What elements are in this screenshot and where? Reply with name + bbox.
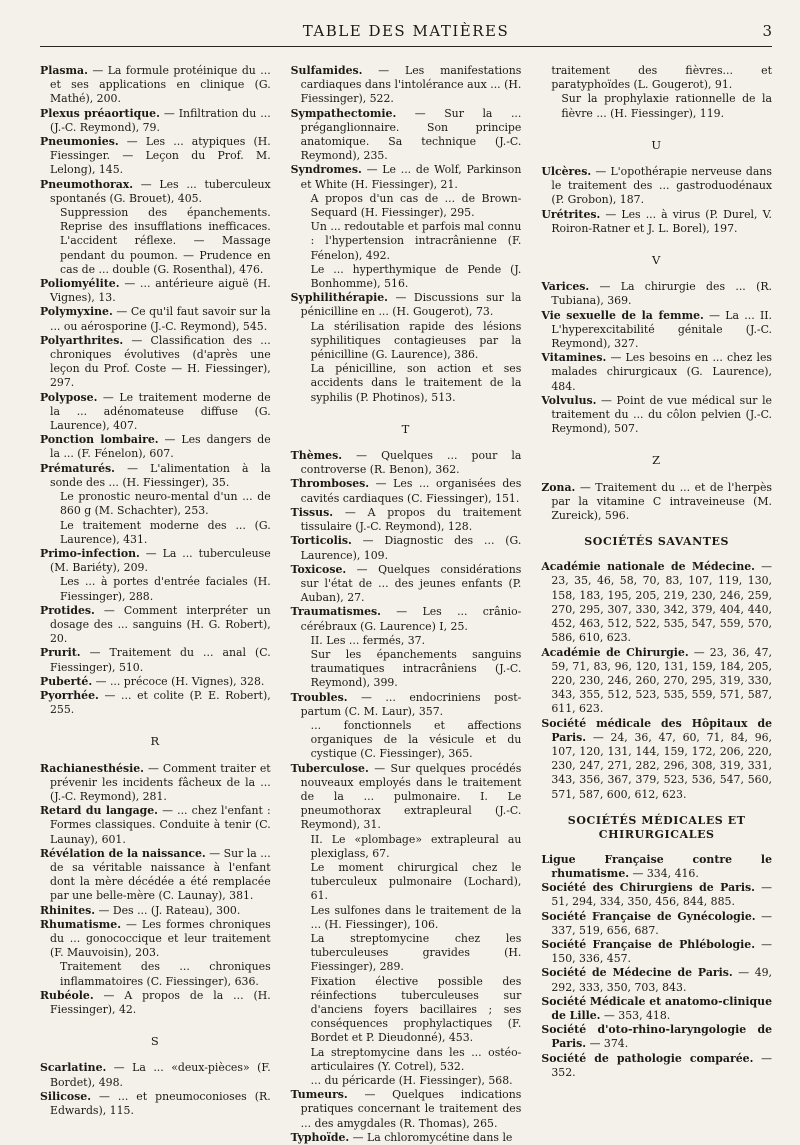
index-entry — [541, 481, 772, 524]
entry-heading: Prurit. — [40, 646, 81, 660]
index-entry — [40, 178, 271, 277]
index-entry — [541, 394, 772, 437]
entry-heading: Rachianesthésie. — [40, 761, 144, 775]
entry-text: — ... et colite (P. E. Robert), 255. — [50, 688, 271, 717]
section-heading: SOCIÉTÉS MÉDICALES ET CHIRURGICALES — [567, 813, 746, 841]
entry-text: — ... précoce (H. Vignes), 328. — [92, 674, 265, 688]
index-entry — [40, 989, 271, 1017]
index-entry — [291, 762, 522, 1089]
entry-text: — La ... tuberculeuse (M. Bariéty), 209. — [50, 546, 271, 575]
entry-heading: Rubéole. — [40, 988, 94, 1002]
entry-heading: Syndromes. — [290, 163, 362, 177]
column-middle — [290, 64, 522, 1144]
entry-heading: Sympathectomie. — [290, 106, 397, 120]
entry-text: — Sur la ... préganglionnaire. Son principe anatomique. Sa technique (J.-C. Reymond), 235. — [300, 106, 522, 163]
index-entry — [40, 305, 271, 333]
index-entry — [291, 534, 522, 562]
entry-heading: Puberté. — [40, 674, 93, 688]
entry-heading: Société médicale des Hôpitaux de Paris. — [541, 716, 773, 744]
index-columns — [40, 64, 773, 1144]
entry-text: — Traitement du ... anal (C. Fiessinger), 510. — [50, 646, 271, 674]
index-entry — [541, 1023, 772, 1051]
entry-subline: Le ... hyperthymique de Pende (J. Bonhomme), 516. — [310, 262, 522, 291]
entry-heading: Primo-infection. — [40, 546, 140, 560]
index-entry — [541, 995, 772, 1023]
index-entry — [40, 135, 271, 178]
entry-text: — Sur quelques procédés nouveaux employés dans le traitement de la ... pulmonaire. I. Le pneumothorax extrapleural (J.-C. Reymond), 31. — [300, 761, 522, 832]
entry-text: — Discussions sur la pénicilline en ... (H. Gougerot), 73. — [300, 291, 522, 319]
index-entry — [291, 64, 522, 107]
entry-heading: Société de Médecine de Paris. — [541, 966, 733, 980]
entry-text: — Diagnostic des ... (G. Laurence), 109. — [300, 534, 522, 562]
index-entry — [40, 64, 271, 107]
entry-heading: Vie sexuelle de la femme. — [541, 308, 704, 322]
index-entry — [541, 717, 772, 802]
entry-text: — La formule protéinique du ... et ses applications en clinique (G. Mathé), 200. — [50, 64, 271, 106]
index-entry — [40, 762, 271, 805]
entry-subline: Traitement des ... chroniques inflammatoires (C. Fiessinger), 636. — [60, 960, 271, 988]
index-entry — [291, 291, 522, 405]
entry-heading: Tissus. — [290, 505, 334, 519]
entry-text: — ... antérieure aiguë (H. Vignes), 13. — [50, 277, 271, 305]
index-entry — [541, 351, 772, 394]
entry-heading: Académie nationale de Médecine. — [541, 560, 755, 574]
letter-heading: S — [150, 1034, 160, 1049]
entry-text: — Les besoins en ... chez les malades chirurgicaux (G. Laurence), 484. — [551, 351, 773, 393]
entry-text: — A propos du traitement tissulaire (J.-C. Reymond), 128. — [300, 505, 522, 534]
entry-heading: Toxicose. — [290, 562, 347, 576]
entry-text: — La ... II. L'hyperexcitabilité génitale (J.-C. Reymond), 327. — [551, 308, 773, 351]
entry-heading: Urétrites. — [541, 207, 601, 221]
index-entry — [40, 847, 271, 904]
entry-text: — Quelques ... pour la controverse (R. Benon), 362. — [300, 449, 522, 477]
entry-text: — Les dangers de la ... (F. Fénelon), 607. — [50, 433, 271, 461]
index-entry — [291, 605, 522, 690]
entry-heading: Scarlatine. — [40, 1061, 107, 1075]
index-entry — [541, 938, 772, 966]
index-entry — [541, 560, 772, 645]
entry-text: — Les ... organisées des cavités cardiaques (C. Fiessinger), 151. — [300, 477, 522, 505]
index-entry — [40, 433, 271, 461]
letter-heading: R — [150, 734, 161, 749]
column-left — [40, 64, 271, 1118]
entry-heading: Thèmes. — [290, 449, 342, 463]
entry-heading: Ponction lombaire. — [40, 433, 159, 447]
entry-text: — Les formes chroniques du ... gonococcique et leur traitement (F. Mauvoisin), 203. — [50, 917, 271, 960]
entry-heading: Pneumonies. — [40, 135, 119, 149]
entry-text: — Sur la ... de sa véritable naissance à l'enfant dont la mère décédée a été remplacée par une belle-mère (C. Launay), 381. — [50, 846, 271, 903]
entry-heading: Syphilithérapie. — [290, 291, 388, 305]
entry-heading: Académie de Chirurgie. — [541, 645, 689, 659]
entry-text: — 23, 36, 47, 59, 71, 83, 96, 120, 131, 159, 184, 205, 220, 230, 246, 260, 270, 295, 319, 330, 343, 355, 512, 523, 535, 559, 571, 587, 611, 623. — [551, 645, 773, 716]
entry-text: — La chirurgie des ... (R. Tubiana), 369. — [551, 280, 773, 308]
entry-text: — La chloromycétine dans le — [349, 1130, 513, 1144]
entry-heading: Tuberculose. — [290, 761, 369, 775]
entry-heading: Protides. — [40, 603, 95, 617]
entry-subline: La streptomycine dans les ... ostéo-articulaires (Y. Cotrel), 532. — [310, 1045, 522, 1073]
entry-text: — Des ... (J. Rateau), 300. — [95, 903, 241, 917]
entry-text: — Le ... de Wolf, Parkinson et White (H. Fiessinger), 21. — [300, 163, 522, 191]
entry-heading: Typhoïde. — [290, 1130, 350, 1144]
index-entry — [40, 675, 271, 689]
letter-heading: V — [652, 253, 662, 268]
entry-heading: Ulcères. — [541, 165, 592, 179]
entry-heading: Polypose. — [40, 390, 98, 404]
entry-subline: Les ... à portes d'entrée faciales (H. Fiessinger), 288. — [60, 575, 271, 603]
entry-subline: La pénicilline, son action et ses accidents dans le traitement de la syphilis (P. Photinos), 513. — [310, 362, 522, 404]
entry-pages: — 49, 292, 333, 350, 703, 843. — [551, 966, 773, 994]
running-header — [40, 18, 772, 47]
index-entry — [40, 1061, 271, 1089]
entry-text: — Ce qu'il faut savoir sur la ... ou aérosporine (J.-C. Reymond), 545. — [50, 305, 271, 333]
entry-text: — Comment traiter et prévenir les incidents fâcheux de la ... (J.-C. Reymond), 281. — [50, 761, 271, 803]
index-entry — [40, 547, 271, 604]
letter-heading: U — [651, 137, 663, 152]
section-heading: SOCIÉTÉS SAVANTES — [584, 535, 730, 549]
entry-heading: Thromboses. — [290, 477, 370, 491]
entry-subline: Suppression des épanchements. Reprise des insufflations inefficaces. L'accident réflexe. — Massage pendant du poumon. — Prudence en cas de ... double (G. Rosenthal), 476. — [60, 206, 271, 276]
entry-pages: — 353, 418. — [600, 1008, 671, 1022]
entry-subline: ... du péricarde (H. Fiessinger), 568. — [310, 1074, 513, 1088]
index-entry — [40, 277, 271, 305]
index-entry — [291, 691, 522, 762]
entry-heading: Sulfamides. — [290, 64, 363, 77]
entry-subline: II. Les ... fermés, 37. — [310, 633, 426, 647]
entry-text: — Les ... à virus (P. Durel, V. Roiron-Ratner et J. L. Borel), 197. — [551, 207, 773, 235]
entry-subline: Les sulfones dans le traitement de la ... (H. Fiessinger), 106. — [310, 903, 522, 931]
index-entry — [291, 1088, 522, 1131]
entry-pages: — 51, 294, 334, 350, 456, 844, 885. — [551, 881, 772, 909]
index-entry — [541, 910, 772, 938]
entry-heading: Société Française de Gynécologie. — [541, 909, 756, 923]
entry-pages: — 374. — [586, 1037, 629, 1051]
entry-pages: — 334, 416. — [629, 866, 699, 880]
entry-subline: Sur les épanchements sanguins traumatiques intracrâniens (J.-C. Reymond), 399. — [310, 647, 522, 690]
index-entry — [40, 904, 271, 918]
entry-text: — Les ... atypiques (H. Fiessinger. — Leçon du Prof. M. Lelong), 145. — [50, 135, 271, 177]
index-entry — [541, 1052, 772, 1080]
entry-subline: A propos d'un cas de ... de Brown-Sequard (H. Fiessinger), 295. — [310, 191, 522, 220]
entry-heading: Silicose. — [40, 1089, 92, 1103]
entry-text: — La ... «deux-pièces» (F. Bordet), 498. — [50, 1061, 271, 1089]
entry-pages: — 150, 336, 457. — [551, 937, 773, 966]
entry-text: — L'opothérapie nerveuse dans le traitement des ... gastroduodénaux (P. Grobon), 187. — [551, 165, 773, 207]
entry-heading: Poliomyélite. — [40, 277, 120, 291]
entry-text: — A propos de la ... (H. Fiessinger), 42. — [50, 988, 271, 1016]
entry-heading: Rhumatisme. — [40, 917, 122, 931]
page-number: 3 — [762, 22, 772, 40]
entry-text: — Le traitement moderne de la ... adénomateuse diffuse (G. Laurence), 407. — [50, 390, 271, 433]
entry-subline: Fixation élective possible des réinfections tuberculeuses sur d'anciens foyers bacillaires ; ses conséquences prophylactiques (F. Bordet et P. Dieudonné), 453. — [310, 974, 522, 1045]
entry-text: — Comment interpréter un dosage des ... sanguins (H. G. Robert), 20. — [50, 603, 271, 646]
entry-text: — Les manifestations cardiaques dans l'intolérance aux ... (H. Fiessinger), 522. — [300, 64, 522, 106]
entry-heading: Révélation de la naissance. — [40, 846, 206, 860]
index-entry — [40, 462, 271, 547]
letter-heading: Z — [652, 453, 662, 468]
entry-subline: Le pronostic neuro-mental d'un ... de 860 g (M. Schachter), 253. — [60, 490, 271, 518]
index-entry — [291, 477, 522, 505]
entry-heading: Prématurés. — [40, 461, 115, 475]
index-entry — [40, 334, 271, 391]
index-entry — [291, 563, 522, 606]
entry-heading: Pneumothorax. — [40, 177, 134, 191]
index-entry — [541, 646, 772, 717]
index-entry — [40, 391, 271, 434]
index-entry — [291, 1131, 522, 1145]
entry-text: — Infiltration du ... (J.-C. Reymond), 79. — [50, 106, 271, 134]
entry-pages: — 337, 519, 656, 687. — [551, 909, 773, 937]
entry-heading: Torticolis. — [290, 534, 352, 548]
entry-pages: — 352. — [551, 1051, 773, 1079]
entry-heading: Polymyxine. — [40, 305, 113, 319]
entry-heading: Volvulus. — [541, 393, 597, 407]
index-entry — [541, 881, 772, 909]
entry-subline: Sur la prophylaxie rationnelle de la fièvre ... (H. Fiessinger), 119. — [561, 92, 773, 120]
entry-text: — Les ... tuberculeux spontanés (G. Brouet), 405. — [50, 177, 271, 205]
entry-text: — Point de vue médical sur le traitement du ... du côlon pelvien (J.-C. Reymond), 507. — [551, 393, 773, 436]
index-entry — [291, 107, 522, 164]
entry-heading: Zona. — [541, 480, 576, 494]
entry-text: — 23, 35, 46, 58, 70, 83, 107, 119, 130, 158, 183, 195, 205, 219, 230, 246, 259, 270, 295, 307, 330, 342, 379, 404, 440, 452, 463, 512, 522, 535, 547, 559, 570, 586, 610, 623. — [551, 560, 773, 645]
entry-subline: Un ... redoutable et parfois mal connu : l'hypertension intracrânienne (F. Fénelon), 492. — [310, 220, 522, 262]
entry-heading: Retard du langage. — [40, 804, 158, 818]
entry-subline: Le traitement moderne des ... (G. Laurence), 431. — [60, 518, 271, 546]
entry-subline: ... fonctionnels et affections organiques de la vésicule et du cystique (C. Fiessinger), 365. — [310, 718, 522, 761]
entry-subline: Le moment chirurgical chez le tuberculeux pulmonaire (Lochard), 61. — [310, 860, 522, 903]
entry-text: — Classification des ... chroniques évolutives (d'après une leçon du Prof. Coste — H. Fiessinger), 297. — [50, 333, 271, 390]
entry-text: — ... et pneumoconioses (R. Edwards), 115. — [50, 1089, 271, 1118]
index-entry — [40, 918, 271, 989]
index-entry — [40, 107, 271, 135]
entry-subline: II. Le «plombage» extrapleural au plexiglass, 67. — [310, 832, 522, 860]
entry-heading: Tumeurs. — [290, 1088, 348, 1102]
entry-heading: Varices. — [541, 280, 590, 294]
entry-heading: Société des Chirurgiens de Paris. — [541, 881, 755, 895]
entry-heading: Plasma. — [40, 64, 88, 77]
entry-heading: Société Médicale et anatomo-clinique de Lille. — [541, 994, 773, 1022]
index-entry — [40, 689, 271, 717]
entry-subline: La streptomycine chez les tuberculeuses gravides (H. Fiessinger), 289. — [310, 931, 522, 974]
index-entry — [40, 804, 271, 847]
index-entry — [291, 163, 522, 291]
entry-heading: Pyorrhée. — [40, 688, 99, 702]
index-entry — [40, 604, 271, 647]
index-entry — [541, 280, 772, 308]
entry-heading: Plexus préaortique. — [40, 106, 160, 120]
entry-text: — Quelques considérations sur l'état de ... des jeunes enfants (P. Auban), 27. — [300, 562, 522, 605]
entry-text: — ... endocriniens post-partum (C. M. Laur), 357. — [300, 690, 522, 718]
entry-text: — Les ... crânio-cérébraux (G. Laurence) I, 25. — [300, 605, 522, 633]
entry-heading: Polyarthrites. — [40, 333, 124, 347]
entry-heading: Traumatismes. — [290, 605, 381, 619]
entry-heading: Société Française de Phlébologie. — [541, 937, 756, 951]
entry-heading: Rhinites. — [40, 903, 96, 917]
entry-heading: Société d'oto-rhino-laryngologie de Paris. — [541, 1023, 773, 1051]
entry-heading: Ligue Française contre le rhumatisme. — [541, 852, 773, 880]
index-entry — [40, 1090, 271, 1118]
entry-subline: La stérilisation rapide des lésions syphilitiques contagieuses par la pénicilline (G. Laurence), 386. — [310, 319, 522, 362]
continued-entry — [541, 64, 772, 121]
index-entry — [40, 646, 271, 674]
index-entry — [541, 165, 772, 208]
entry-text: — Quelques indications pratiques concernant le traitement des ... des amygdales (R. Thomas), 265. — [300, 1088, 522, 1130]
entry-heading: Société de pathologie comparée. — [541, 1051, 754, 1065]
page-title: TABLE DES MATIÈRES — [302, 22, 510, 40]
entry-heading: Vitamines. — [541, 351, 607, 365]
index-entry — [541, 966, 772, 994]
index-entry — [291, 449, 522, 477]
letter-heading: T — [401, 421, 411, 436]
entry-text: — 24, 36, 47, 60, 71, 84, 96, 107, 120, 131, 144, 159, 172, 206, 220, 230, 247, 271, 282, 296, 308, 319, 331, 343, 356, 367, 379, 523, 536, 547, 560, 571, 587, 600, 612, 623. — [551, 730, 773, 801]
entry-text: — ... chez l'enfant : Formes classiques. Conduite à tenir (C. Launay), 601. — [50, 804, 271, 846]
entry-subline: traitement des fièvres... et paratyphoïdes (L. Gougerot), 91. — [551, 64, 773, 92]
column-right — [541, 64, 773, 1079]
index-entry — [541, 853, 772, 881]
entry-text: — L'alimentation à la sonde des ... (H. Fiessinger), 35. — [50, 461, 271, 489]
index-entry — [541, 208, 772, 236]
entry-heading: Troubles. — [290, 690, 348, 704]
index-entry — [541, 309, 772, 352]
entry-text: — Traitement du ... et de l'herpès par la vitamine C intraveineuse (M. Zureick), 596. — [551, 480, 773, 523]
index-entry — [291, 506, 522, 534]
